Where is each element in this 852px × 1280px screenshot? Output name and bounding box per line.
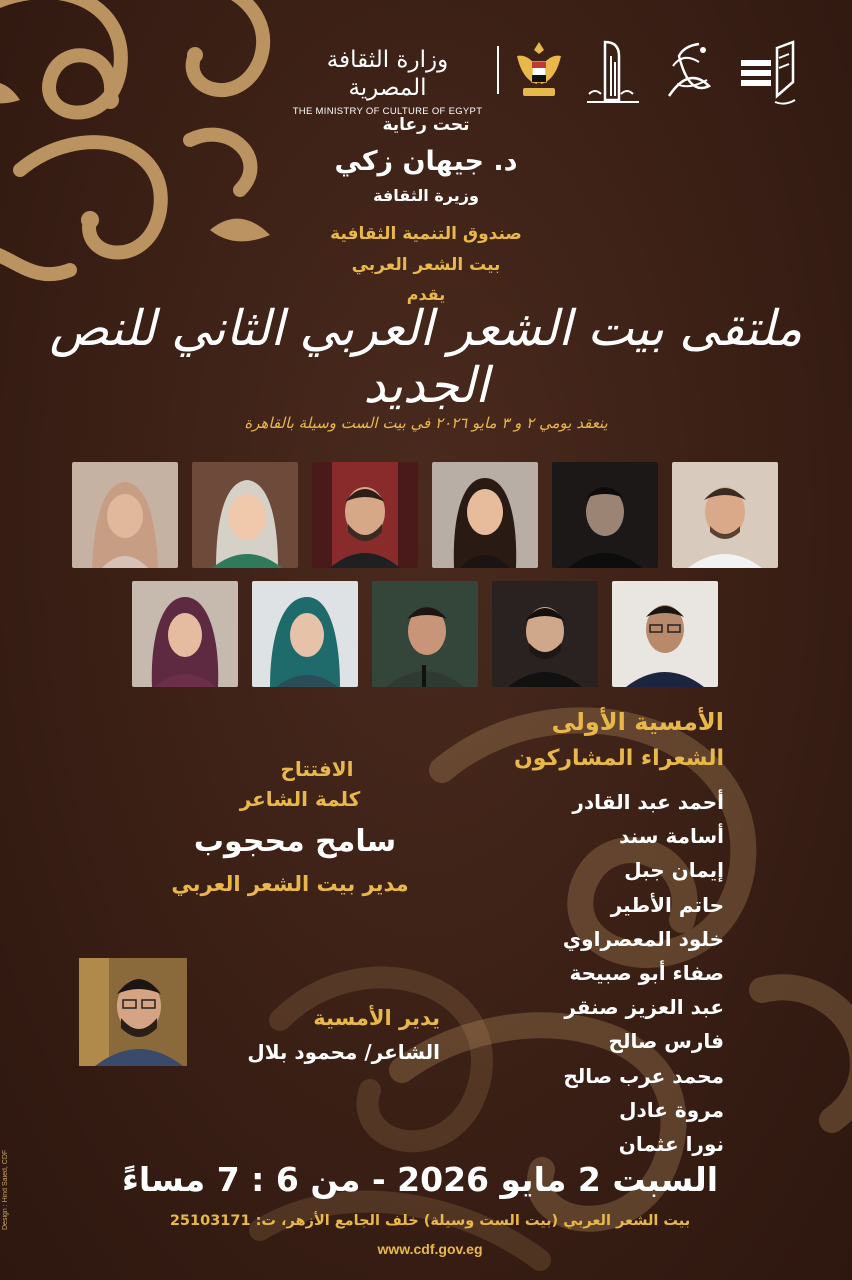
- participant-photo: [492, 581, 598, 687]
- list-item: حاتم الأطير: [610, 892, 724, 917]
- participant-photo: [612, 581, 718, 687]
- list-item: أحمد عبد القادر: [572, 790, 724, 814]
- minister-name: د. جيهان زكي: [334, 146, 518, 177]
- logo-divider: [497, 46, 499, 94]
- opening-label: الافتتاح: [280, 757, 354, 781]
- organizer-fund: صندوق التنمية الثقافية: [330, 224, 522, 244]
- ministry-tower-logo-icon: [581, 36, 643, 110]
- event-title: ملتقى بيت الشعر العربي الثاني للنص الجديد: [49, 300, 803, 414]
- list-item: مروة عادل: [619, 1097, 724, 1122]
- ministry-name-arabic: وزارة الثقافة المصرية: [326, 47, 449, 101]
- eagle-emblem-icon: [513, 38, 565, 100]
- list-item: أسامة سند: [619, 824, 724, 849]
- list-item: صفاء أبو صبيحة: [569, 960, 724, 985]
- arab-poetry-house-logo-icon: [659, 36, 721, 110]
- list-item: نورا عثمان: [618, 1131, 724, 1156]
- participant-photo: [672, 462, 778, 568]
- organizer-house: بيت الشعر العربي: [351, 255, 501, 275]
- minister-title: وزيرة الثقافة: [373, 186, 479, 205]
- under-patronage-label: تحت رعاية: [382, 115, 470, 135]
- list-item: عبد العزيز صنقر: [564, 995, 724, 1020]
- presents-label: يقدم: [406, 285, 446, 304]
- participant-photo: [252, 581, 358, 687]
- venue-address: بيت الشعر العربي (بيت الست وسيلة) خلف الجامع الأزهر، ت: 25103171: [169, 1213, 691, 1229]
- moderator-name: الشاعر/ محمود بلال: [247, 1040, 440, 1064]
- session-title: الأمسية الأولى: [551, 708, 724, 736]
- list-item: إيمان جبل: [624, 858, 724, 883]
- event-datetime: السبت 2 مايو 2026 - من 6 : 7 مساءً: [121, 1160, 719, 1199]
- poets-list: [384, 785, 724, 1161]
- cultural-development-fund-logo-icon: [737, 36, 799, 110]
- participant-photo: [372, 581, 478, 687]
- participants-label: الشعراء المشاركون: [514, 746, 724, 771]
- participant-photo: [132, 581, 238, 687]
- website-link[interactable]: www.cdf.gov.eg: [377, 1241, 483, 1257]
- list-item: فارس صالح: [608, 1029, 724, 1054]
- event-dates-venue: ينعقد يومي ٢ و ٣ مايو ٢٠٢٦ في بيت الست وسيلة بالقاهرة: [244, 414, 608, 432]
- ministry-name-english: THE MINISTRY OF CULTURE OF EGYPT: [292, 106, 483, 117]
- participant-photo: [192, 462, 298, 568]
- opening-speaker: سامح محجوب: [193, 824, 397, 859]
- design-credit: Design : Hind Saied, CDF: [2, 1149, 9, 1230]
- poet-word-label: كلمة الشاعر: [239, 787, 361, 811]
- participant-photo: [432, 462, 538, 568]
- moderator-label: يدير الأمسية: [313, 1006, 440, 1030]
- ministry-of-culture-logo: [285, 46, 490, 117]
- speaker-role: مدير بيت الشعر العربي: [171, 872, 409, 896]
- participant-photo: [552, 462, 658, 568]
- list-item: محمد عرب صالح: [563, 1063, 724, 1088]
- moderator-photo: [79, 958, 187, 1066]
- participant-photo: [312, 462, 418, 568]
- participant-photo: [72, 462, 178, 568]
- header-logos: [285, 36, 830, 116]
- list-item: خلود المعصراوي: [562, 926, 724, 951]
